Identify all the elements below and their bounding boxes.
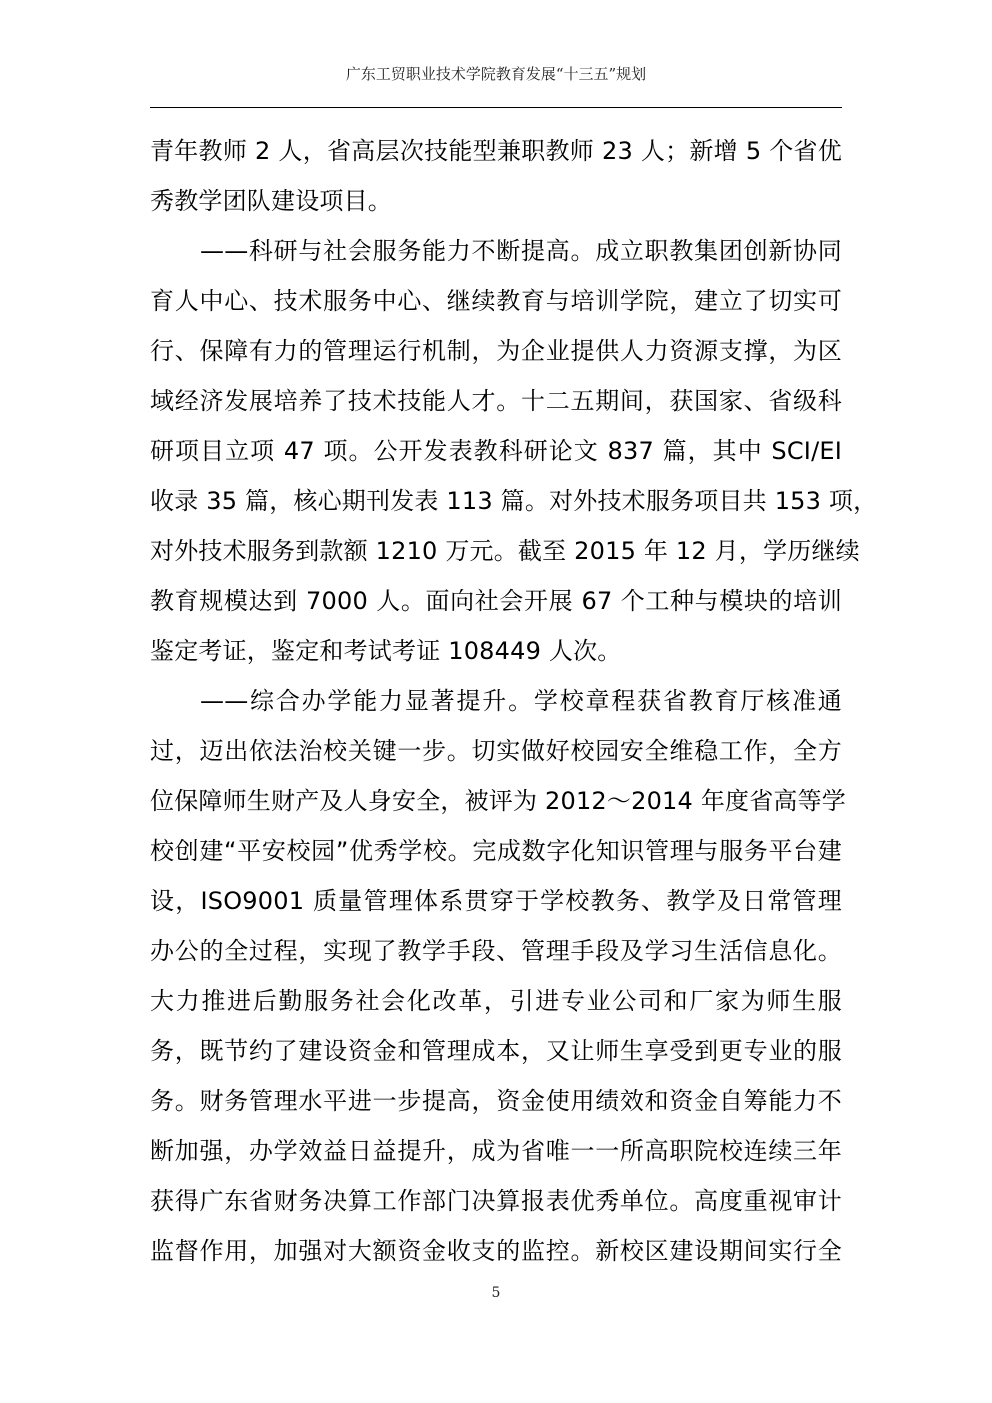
text-line: 校创建“平安校园”优秀学校。完成数字化知识管理与服务平台建 — [150, 837, 842, 865]
document-body — [150, 126, 878, 1276]
page-header-title: 广东工贸职业技术学院教育发展“十三五”规划 — [345, 65, 647, 83]
text-line: 育人中心、技术服务中心、继续教育与培训学院，建立了切实可 — [150, 287, 842, 315]
text-line: 获得广东省财务决算工作部门决算报表优秀单位。高度重视审计 — [150, 1187, 842, 1215]
section-heading-line: ——综合办学能力显著提升。学校章程获省教育厅核准通 — [200, 687, 842, 715]
text-line: 秀教学团队建设项目。 — [150, 187, 392, 215]
text-line: 断加强，办学效益日益提升，成为省唯一一所高职院校连续三年 — [150, 1137, 842, 1165]
text-line: 办公的全过程，实现了教学手段、管理手段及学习生活信息化。 — [150, 937, 842, 965]
text-line: 大力推进后勤服务社会化改革，引进专业公司和厂家为师生服 — [150, 987, 842, 1015]
text-line: 域经济发展培养了技术技能人才。十二五期间，获国家、省级科 — [150, 387, 842, 415]
page-number: 5 — [491, 1285, 501, 1301]
text-line: 监督作用，加强对大额资金收支的监控。新校区建设期间实行全 — [150, 1237, 842, 1265]
text-line: 行、保障有力的管理运行机制，为企业提供人力资源支撑，为区 — [150, 337, 842, 365]
text-line: 研项目立项 47 项。公开发表教科研论文 837 篇，其中 SCI/EI — [150, 437, 842, 465]
text-line: 务，既节约了建设资金和管理成本，又让师生享受到更专业的服 — [150, 1037, 842, 1065]
text-line: 教育规模达到 7000 人。面向社会开展 67 个工种与模块的培训 — [150, 587, 842, 615]
text-line: 鉴定考证，鉴定和考试考证 108449 人次。 — [150, 637, 622, 665]
text-line: 青年教师 2 人，省高层次技能型兼职教师 23 人；新增 5 个省优 — [150, 137, 842, 165]
text-line: 对外技术服务到款额 1210 万元。截至 2015 年 12 月，学历继续 — [150, 537, 860, 565]
text-line: 收录 35 篇，核心期刊发表 113 篇。对外技术服务项目共 153 项， — [150, 487, 878, 515]
text-line: 设，ISO9001 质量管理体系贯穿于学校教务、教学及日常管理 — [150, 887, 842, 915]
text-line: 位保障师生财产及人身安全，被评为 2012～2014 年度省高等学 — [150, 787, 847, 815]
text-line: 务。财务管理水平进一步提高，资金使用绩效和资金自筹能力不 — [150, 1087, 842, 1115]
text-line: 过，迈出依法治校关键一步。切实做好校园安全维稳工作，全方 — [150, 737, 842, 765]
header-divider — [150, 107, 842, 108]
section-heading-line: ——科研与社会服务能力不断提高。成立职教集团创新协同 — [200, 237, 842, 265]
